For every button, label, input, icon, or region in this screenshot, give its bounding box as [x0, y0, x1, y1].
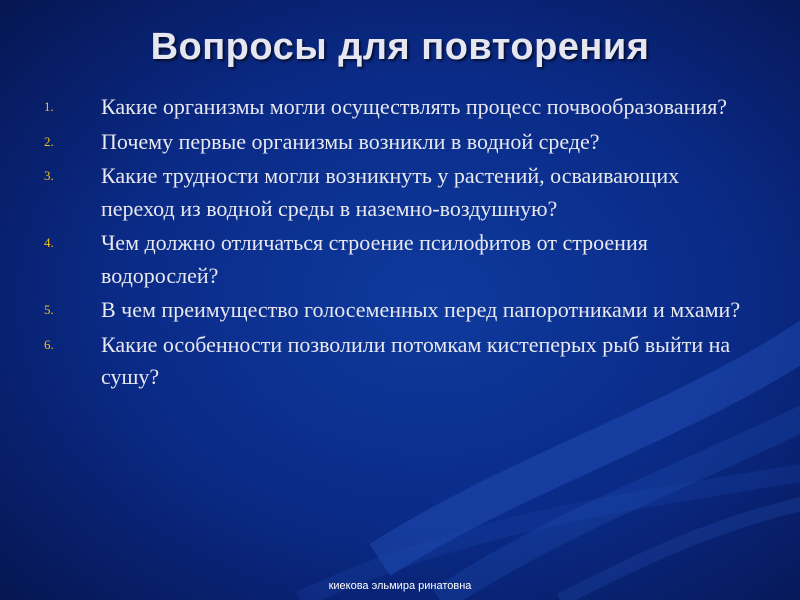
item-number: 2.	[44, 133, 54, 149]
footer-author: киекова эльмира ринатовна	[328, 580, 472, 592]
list-item	[44, 329, 754, 394]
question-text: Почему первые организмы возникли в водной среде?	[101, 128, 600, 154]
question-text: Какие особенности позволили потомкам кистеперых рыб выйти на сушу?	[101, 331, 731, 389]
list-item	[44, 126, 754, 159]
list-item	[44, 91, 754, 124]
list-item	[44, 227, 754, 292]
item-number: 6.	[44, 336, 54, 352]
questions-list	[44, 91, 754, 396]
question-text: В чем преимущество голосеменных перед папоротниками и мхами?	[101, 297, 741, 322]
question-text: Какие трудности могли возникнуть у растений, осваивающих переход из водной среды в наземно-воздушную?	[101, 163, 680, 221]
list-item	[44, 294, 754, 327]
item-number: 5.	[44, 302, 54, 317]
item-number: 3.	[44, 168, 54, 183]
list-item	[44, 160, 754, 225]
item-number: 1.	[44, 99, 54, 114]
slide-title: Вопросы для повторения	[150, 26, 650, 68]
question-text: Чем должно отличаться строение псилофитов от строения водорослей?	[101, 230, 648, 288]
item-number: 4.	[44, 235, 54, 250]
question-text: Какие организмы могли осуществлять процесс почвообразования?	[101, 94, 728, 119]
